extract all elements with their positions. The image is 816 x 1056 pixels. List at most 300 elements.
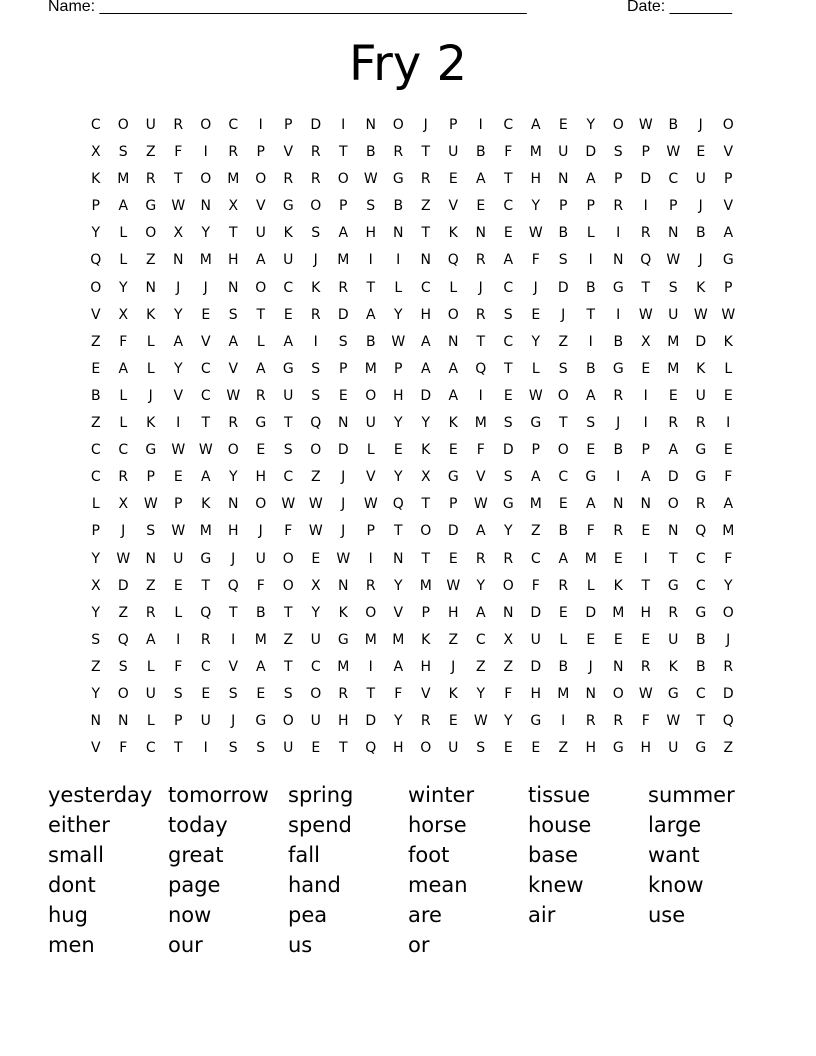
grid-letter[interactable]: A — [118, 198, 129, 215]
grid-letter[interactable]: A — [145, 631, 156, 648]
grid-letter[interactable]: L — [119, 387, 128, 404]
grid-letter[interactable]: L — [394, 279, 403, 296]
grid-letter[interactable]: I — [588, 252, 593, 269]
grid-letter[interactable]: C — [530, 550, 541, 567]
grid-letter[interactable]: M — [667, 360, 680, 377]
grid-letter[interactable]: E — [558, 604, 568, 621]
grid-letter[interactable]: L — [559, 631, 568, 648]
grid-letter[interactable]: H — [392, 387, 404, 404]
grid-letter[interactable]: W — [143, 496, 158, 513]
grid-letter[interactable]: G — [200, 550, 212, 567]
grid-letter[interactable]: E — [531, 306, 541, 323]
grid-letter[interactable]: M — [612, 604, 625, 621]
grid-letter[interactable]: P — [366, 523, 375, 540]
grid-letter[interactable]: S — [91, 631, 101, 648]
grid-letter[interactable]: Y — [393, 415, 403, 432]
grid-letter[interactable]: R — [338, 279, 349, 296]
grid-letter[interactable]: O — [117, 685, 129, 702]
grid-letter[interactable]: L — [586, 225, 595, 242]
grid-letter[interactable]: J — [451, 658, 456, 675]
grid-letter[interactable]: J — [203, 279, 208, 296]
grid-letter[interactable]: M — [254, 631, 267, 648]
grid-letter[interactable]: E — [641, 523, 651, 540]
grid-letter[interactable]: L — [91, 496, 100, 513]
grid-letter[interactable]: C — [90, 442, 101, 459]
grid-letter[interactable]: J — [341, 523, 346, 540]
grid-letter[interactable]: A — [255, 252, 266, 269]
grid-letter[interactable]: G — [722, 252, 734, 269]
grid-letter[interactable]: F — [256, 577, 265, 594]
grid-letter[interactable]: X — [90, 144, 101, 161]
grid-letter[interactable]: N — [118, 713, 129, 730]
grid-letter[interactable]: M — [337, 658, 350, 675]
grid-letter[interactable]: U — [448, 144, 459, 161]
grid-letter[interactable]: A — [200, 469, 211, 486]
grid-letter[interactable]: W — [116, 550, 131, 567]
grid-letter[interactable]: B — [475, 144, 486, 161]
grid-letter[interactable]: D — [365, 713, 377, 730]
grid-letter[interactable]: W — [308, 496, 323, 513]
grid-letter[interactable]: O — [392, 117, 404, 133]
grid-letter[interactable]: N — [585, 685, 596, 702]
grid-letter[interactable]: J — [698, 198, 703, 215]
grid-letter[interactable]: B — [695, 225, 706, 242]
grid-letter[interactable]: M — [227, 171, 240, 188]
grid-letter[interactable]: K — [201, 496, 211, 513]
grid-letter[interactable]: L — [449, 279, 458, 296]
grid-letter[interactable]: E — [586, 631, 596, 648]
grid-letter[interactable]: S — [228, 306, 238, 323]
grid-letter[interactable]: J — [148, 387, 153, 404]
grid-letter[interactable]: W — [666, 713, 681, 730]
grid-letter[interactable]: J — [258, 523, 263, 540]
grid-letter[interactable]: C — [420, 279, 431, 296]
grid-letter[interactable]: H — [337, 713, 349, 730]
grid-letter[interactable]: J — [698, 117, 703, 133]
grid-letter[interactable]: O — [420, 740, 432, 757]
grid-letter[interactable]: W — [666, 144, 681, 161]
grid-letter[interactable]: Z — [448, 631, 459, 648]
grid-letter[interactable]: Z — [145, 577, 156, 594]
grid-letter[interactable]: D — [530, 658, 542, 675]
grid-letter[interactable]: T — [228, 604, 238, 621]
grid-letter[interactable]: P — [174, 713, 183, 730]
grid-letter[interactable]: A — [558, 550, 569, 567]
grid-letter[interactable]: R — [613, 198, 624, 215]
grid-letter[interactable]: W — [171, 523, 186, 540]
grid-letter[interactable]: M — [337, 252, 350, 269]
grid-letter[interactable]: P — [586, 198, 595, 215]
grid-letter[interactable]: G — [530, 415, 542, 432]
grid-letter[interactable]: C — [503, 333, 514, 350]
grid-letter[interactable]: G — [612, 740, 624, 757]
grid-letter[interactable]: M — [557, 685, 570, 702]
grid-letter[interactable]: Z — [90, 415, 101, 432]
grid-letter[interactable]: O — [612, 685, 624, 702]
grid-letter[interactable]: E — [696, 144, 706, 161]
grid-letter[interactable]: Y — [503, 713, 513, 730]
grid-letter[interactable]: O — [365, 604, 377, 621]
grid-letter[interactable]: V — [228, 360, 239, 377]
grid-letter[interactable]: O — [420, 523, 432, 540]
grid-letter[interactable]: B — [558, 658, 569, 675]
grid-letter[interactable]: Z — [723, 740, 734, 757]
grid-letter[interactable]: D — [530, 604, 542, 621]
grid-letter[interactable]: R — [558, 577, 569, 594]
grid-letter[interactable]: Y — [91, 550, 101, 567]
grid-letter[interactable]: O — [200, 171, 212, 188]
grid-letter[interactable]: S — [366, 198, 376, 215]
grid-letter[interactable]: N — [145, 550, 156, 567]
grid-letter[interactable]: B — [585, 279, 596, 296]
grid-letter[interactable]: C — [310, 658, 321, 675]
grid-letter[interactable]: H — [530, 171, 542, 188]
grid-letter[interactable]: O — [722, 117, 734, 133]
grid-letter[interactable]: I — [176, 415, 181, 432]
grid-letter[interactable]: R — [200, 631, 211, 648]
grid-letter[interactable]: N — [558, 171, 569, 188]
grid-letter[interactable]: T — [173, 740, 183, 757]
grid-letter[interactable]: Y — [393, 469, 403, 486]
grid-letter[interactable]: S — [476, 740, 486, 757]
grid-letter[interactable]: O — [255, 496, 267, 513]
grid-letter[interactable]: H — [255, 469, 267, 486]
grid-letter[interactable]: N — [393, 550, 404, 567]
grid-letter[interactable]: W — [171, 442, 186, 459]
grid-letter[interactable]: O — [337, 171, 349, 188]
grid-letter[interactable]: V — [420, 685, 431, 702]
grid-letter[interactable]: S — [173, 685, 183, 702]
grid-letter[interactable]: U — [668, 631, 679, 648]
grid-letter[interactable]: N — [338, 577, 349, 594]
grid-letter[interactable]: C — [695, 550, 706, 567]
grid-letter[interactable]: G — [667, 685, 679, 702]
grid-letter[interactable]: S — [613, 144, 623, 161]
grid-letter[interactable]: K — [311, 279, 321, 296]
grid-letter[interactable]: P — [531, 442, 540, 459]
grid-letter[interactable]: Y — [393, 306, 403, 323]
grid-letter[interactable]: B — [90, 387, 101, 404]
grid-letter[interactable]: N — [448, 333, 459, 350]
grid-letter[interactable]: J — [231, 550, 236, 567]
grid-letter[interactable]: A — [475, 171, 486, 188]
grid-letter[interactable]: O — [282, 550, 294, 567]
grid-letter[interactable]: H — [420, 658, 432, 675]
grid-letter[interactable]: A — [448, 360, 459, 377]
grid-letter[interactable]: R — [475, 306, 486, 323]
grid-letter[interactable]: R — [475, 550, 486, 567]
grid-letter[interactable]: V — [723, 144, 734, 161]
grid-letter[interactable]: T — [283, 658, 293, 675]
grid-letter[interactable]: K — [668, 658, 678, 675]
grid-letter[interactable]: Y — [476, 685, 486, 702]
grid-letter[interactable]: C — [200, 387, 211, 404]
grid-letter[interactable]: E — [448, 550, 458, 567]
grid-letter[interactable]: P — [641, 144, 650, 161]
grid-letter[interactable]: C — [503, 279, 514, 296]
grid-letter[interactable]: R — [145, 171, 156, 188]
grid-letter[interactable]: F — [724, 550, 733, 567]
grid-letter[interactable]: P — [174, 496, 183, 513]
grid-letter[interactable]: R — [338, 685, 349, 702]
grid-letter[interactable]: J — [121, 523, 126, 540]
grid-letter[interactable]: I — [176, 631, 181, 648]
grid-letter[interactable]: P — [91, 523, 100, 540]
grid-letter[interactable]: F — [504, 144, 513, 161]
grid-letter[interactable]: I — [643, 198, 648, 215]
grid-letter[interactable]: I — [368, 252, 373, 269]
grid-letter[interactable]: L — [586, 577, 595, 594]
grid-letter[interactable]: H — [392, 740, 404, 757]
grid-letter[interactable]: F — [531, 252, 540, 269]
grid-letter[interactable]: A — [448, 387, 459, 404]
grid-letter[interactable]: R — [420, 171, 431, 188]
grid-letter[interactable]: U — [310, 631, 321, 648]
grid-letter[interactable]: G — [695, 740, 707, 757]
grid-letter[interactable]: B — [695, 658, 706, 675]
grid-letter[interactable]: H — [447, 604, 459, 621]
grid-letter[interactable]: N — [503, 604, 514, 621]
grid-letter[interactable]: J — [616, 415, 621, 432]
grid-letter[interactable]: O — [255, 279, 267, 296]
grid-letter[interactable]: G — [585, 469, 597, 486]
grid-letter[interactable]: E — [173, 469, 183, 486]
grid-letter[interactable]: A — [585, 171, 596, 188]
grid-letter[interactable]: R — [668, 415, 679, 432]
grid-letter[interactable]: T — [421, 550, 431, 567]
grid-letter[interactable]: H — [585, 740, 597, 757]
grid-letter[interactable]: E — [448, 442, 458, 459]
grid-letter[interactable]: M — [199, 523, 212, 540]
grid-letter[interactable]: A — [255, 658, 266, 675]
grid-letter[interactable]: S — [283, 442, 293, 459]
grid-letter[interactable]: I — [616, 469, 621, 486]
grid-letter[interactable]: L — [146, 360, 155, 377]
grid-letter[interactable]: A — [393, 658, 404, 675]
grid-letter[interactable]: A — [365, 306, 376, 323]
grid-letter[interactable]: M — [419, 577, 432, 594]
grid-letter[interactable]: U — [310, 713, 321, 730]
grid-letter[interactable]: R — [283, 171, 294, 188]
grid-letter[interactable]: Z — [558, 333, 569, 350]
grid-letter[interactable]: G — [502, 496, 514, 513]
grid-letter[interactable]: P — [394, 360, 403, 377]
name-field[interactable]: Name: ________________________________________________ — [48, 0, 527, 15]
grid-letter[interactable]: R — [145, 604, 156, 621]
grid-letter[interactable]: L — [146, 713, 155, 730]
grid-letter[interactable]: N — [200, 198, 211, 215]
grid-letter[interactable]: V — [283, 144, 294, 161]
grid-letter[interactable]: Z — [145, 144, 156, 161]
grid-letter[interactable]: T — [421, 225, 431, 242]
grid-letter[interactable]: J — [313, 252, 318, 269]
grid-letter[interactable]: V — [365, 469, 376, 486]
grid-letter[interactable]: Q — [365, 740, 377, 757]
grid-letter[interactable]: D — [585, 604, 597, 621]
grid-letter[interactable]: W — [446, 577, 461, 594]
grid-letter[interactable]: F — [174, 144, 183, 161]
grid-letter[interactable]: E — [723, 387, 733, 404]
grid-letter[interactable]: P — [284, 117, 293, 133]
grid-letter[interactable]: B — [585, 360, 596, 377]
grid-letter[interactable]: V — [173, 387, 184, 404]
grid-letter[interactable]: W — [528, 387, 543, 404]
grid-letter[interactable]: H — [365, 225, 377, 242]
grid-letter[interactable]: M — [529, 144, 542, 161]
grid-letter[interactable]: E — [201, 685, 211, 702]
grid-letter[interactable]: O — [90, 279, 102, 296]
grid-letter[interactable]: K — [613, 577, 623, 594]
grid-letter[interactable]: J — [341, 469, 346, 486]
grid-letter[interactable]: K — [448, 415, 458, 432]
grid-letter[interactable]: T — [421, 496, 431, 513]
grid-letter[interactable]: W — [363, 496, 378, 513]
grid-letter[interactable]: W — [473, 713, 488, 730]
grid-letter[interactable]: R — [310, 144, 321, 161]
grid-letter[interactable]: F — [586, 523, 595, 540]
grid-letter[interactable]: F — [394, 685, 403, 702]
grid-letter[interactable]: M — [584, 550, 597, 567]
grid-letter[interactable]: U — [173, 550, 184, 567]
grid-letter[interactable]: I — [203, 740, 208, 757]
grid-letter[interactable]: S — [668, 279, 678, 296]
grid-letter[interactable]: U — [530, 631, 541, 648]
grid-letter[interactable]: D — [337, 306, 349, 323]
grid-letter[interactable]: O — [667, 496, 679, 513]
grid-letter[interactable]: S — [146, 523, 156, 540]
grid-letter[interactable]: S — [586, 415, 596, 432]
grid-letter[interactable]: C — [503, 117, 514, 133]
grid-letter[interactable]: L — [119, 415, 128, 432]
grid-letter[interactable]: B — [558, 523, 569, 540]
grid-letter[interactable]: F — [724, 469, 733, 486]
grid-letter[interactable]: E — [641, 360, 651, 377]
grid-letter[interactable]: K — [696, 279, 706, 296]
grid-letter[interactable]: Z — [503, 658, 514, 675]
grid-letter[interactable]: W — [281, 496, 296, 513]
grid-letter[interactable]: J — [478, 279, 483, 296]
grid-letter[interactable]: V — [228, 658, 239, 675]
grid-letter[interactable]: R — [695, 496, 706, 513]
grid-letter[interactable]: E — [283, 306, 293, 323]
grid-letter[interactable]: G — [282, 360, 294, 377]
grid-letter[interactable]: U — [200, 713, 211, 730]
grid-letter[interactable]: O — [255, 171, 267, 188]
grid-letter[interactable]: C — [283, 469, 294, 486]
grid-letter[interactable]: E — [668, 387, 678, 404]
grid-letter[interactable]: L — [174, 604, 183, 621]
grid-letter[interactable]: E — [448, 713, 458, 730]
grid-letter[interactable]: T — [668, 550, 678, 567]
grid-letter[interactable]: O — [200, 117, 212, 133]
grid-letter[interactable]: X — [228, 198, 239, 215]
grid-letter[interactable]: P — [146, 469, 155, 486]
grid-letter[interactable]: A — [668, 442, 679, 459]
grid-letter[interactable]: G — [667, 577, 679, 594]
grid-letter[interactable]: S — [118, 144, 128, 161]
grid-letter[interactable]: T — [421, 144, 431, 161]
grid-letter[interactable]: U — [283, 252, 294, 269]
grid-letter[interactable]: Z — [283, 631, 294, 648]
grid-letter[interactable]: J — [231, 713, 236, 730]
grid-letter[interactable]: Q — [227, 577, 239, 594]
grid-letter[interactable]: Q — [722, 713, 734, 730]
grid-letter[interactable]: T — [173, 171, 183, 188]
grid-letter[interactable]: J — [176, 279, 181, 296]
grid-letter[interactable]: A — [503, 252, 514, 269]
grid-letter[interactable]: N — [420, 252, 431, 269]
grid-letter[interactable]: W — [721, 306, 736, 323]
grid-letter[interactable]: E — [91, 360, 101, 377]
grid-letter[interactable]: R — [723, 658, 734, 675]
grid-letter[interactable]: V — [200, 333, 211, 350]
grid-letter[interactable]: J — [588, 658, 593, 675]
grid-letter[interactable]: M — [667, 333, 680, 350]
grid-letter[interactable]: Y — [393, 577, 403, 594]
grid-letter[interactable]: E — [256, 685, 266, 702]
grid-letter[interactable]: O — [282, 713, 294, 730]
grid-letter[interactable]: P — [641, 442, 650, 459]
grid-letter[interactable]: E — [311, 740, 321, 757]
grid-letter[interactable]: M — [529, 496, 542, 513]
grid-letter[interactable]: T — [641, 577, 651, 594]
grid-letter[interactable]: E — [503, 225, 513, 242]
grid-letter[interactable]: O — [557, 387, 569, 404]
grid-letter[interactable]: I — [561, 713, 566, 730]
grid-letter[interactable]: P — [559, 198, 568, 215]
grid-letter[interactable]: W — [226, 387, 241, 404]
grid-letter[interactable]: T — [696, 713, 706, 730]
grid-letter[interactable]: Y — [91, 604, 101, 621]
grid-letter[interactable]: Q — [200, 604, 212, 621]
grid-letter[interactable]: I — [643, 550, 648, 567]
grid-letter[interactable]: X — [173, 225, 184, 242]
grid-letter[interactable]: Y — [201, 225, 211, 242]
grid-letter[interactable]: J — [533, 279, 538, 296]
grid-letter[interactable]: N — [640, 496, 651, 513]
grid-letter[interactable]: C — [228, 117, 239, 133]
grid-letter[interactable]: P — [421, 604, 430, 621]
grid-letter[interactable]: U — [695, 171, 706, 188]
grid-letter[interactable]: S — [503, 306, 513, 323]
grid-letter[interactable]: K — [283, 225, 293, 242]
grid-letter[interactable]: A — [723, 496, 734, 513]
grid-letter[interactable]: A — [640, 469, 651, 486]
grid-letter[interactable]: T — [503, 171, 513, 188]
grid-letter[interactable]: N — [365, 117, 376, 133]
grid-letter[interactable]: S — [311, 387, 321, 404]
grid-letter[interactable]: Q — [475, 360, 487, 377]
grid-letter[interactable]: R — [228, 415, 239, 432]
grid-letter[interactable]: C — [475, 631, 486, 648]
grid-letter[interactable]: P — [256, 144, 265, 161]
grid-letter[interactable]: N — [393, 225, 404, 242]
grid-letter[interactable]: I — [616, 225, 621, 242]
grid-letter[interactable]: R — [393, 144, 404, 161]
grid-letter[interactable]: J — [726, 631, 731, 648]
grid-letter[interactable]: F — [119, 740, 128, 757]
grid-letter[interactable]: B — [613, 333, 624, 350]
grid-letter[interactable]: E — [311, 550, 321, 567]
grid-letter[interactable]: I — [478, 387, 483, 404]
grid-letter[interactable]: D — [640, 171, 652, 188]
grid-letter[interactable]: I — [368, 550, 373, 567]
grid-letter[interactable]: Y — [531, 333, 541, 350]
grid-letter[interactable]: Y — [173, 360, 183, 377]
grid-letter[interactable]: C — [145, 740, 156, 757]
grid-letter[interactable]: C — [558, 469, 569, 486]
grid-letter[interactable]: W — [336, 550, 351, 567]
